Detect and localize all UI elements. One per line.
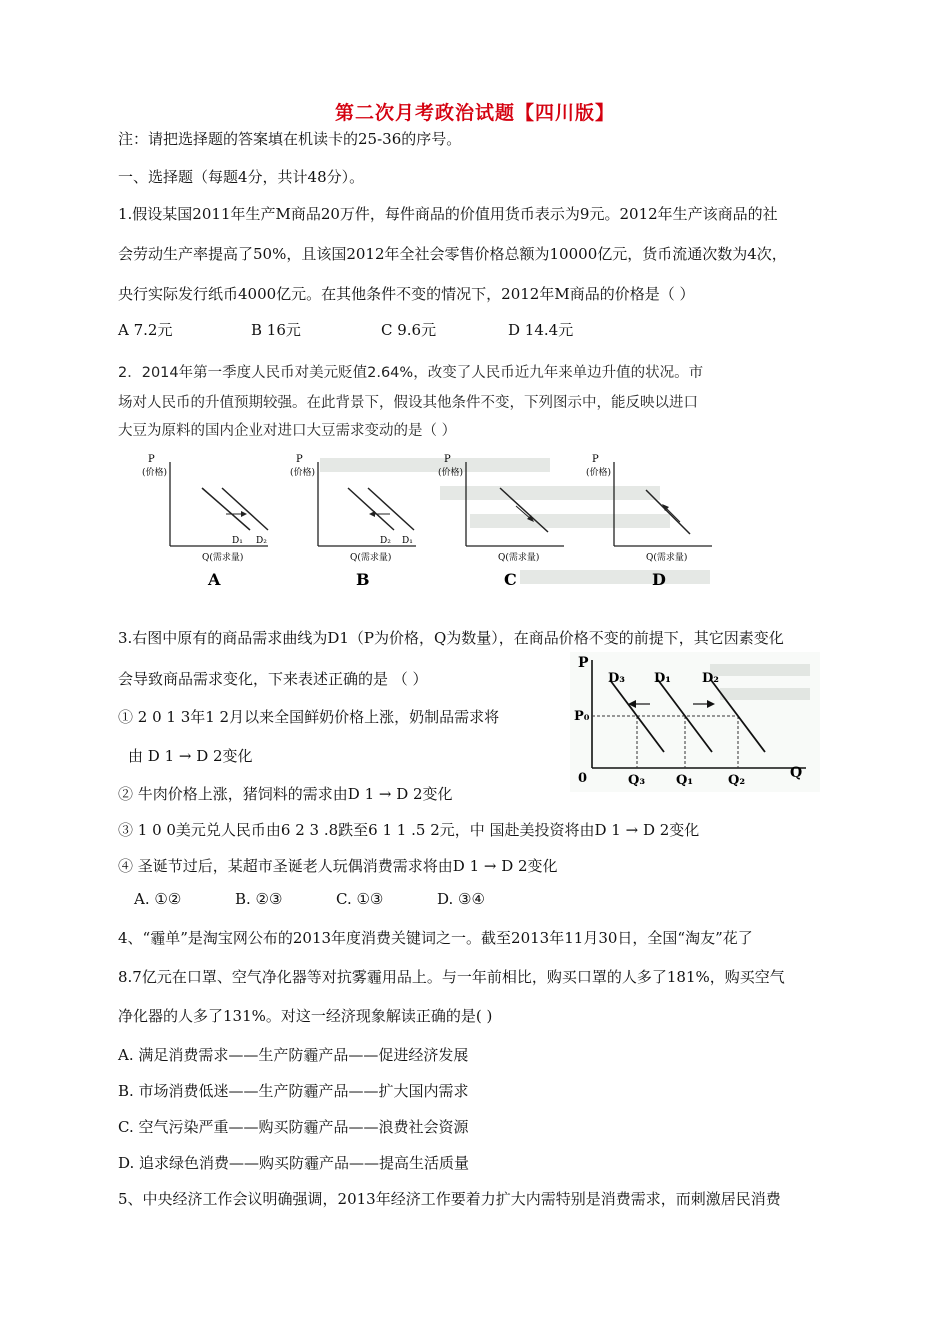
q1-options (118, 319, 573, 340)
x-axis-label: Q (790, 765, 803, 781)
q3-line-2: 会导致商品需求变化，下来表述正确的是 （ ） (118, 670, 428, 688)
q2-chart-b (290, 454, 416, 589)
y-axis-label: P (578, 655, 589, 671)
quantity-label-q3: Q₃ (628, 773, 646, 788)
q1-line-2: 会劳动生产率提高了50%，且该国2012年全社会零售价格总额为10000亿元，货币流通次数为4次， (118, 245, 787, 263)
curve-label-d3: D₃ (608, 671, 625, 686)
x-axis-label: Q(需求量) (498, 553, 540, 563)
curve-label-d2: D₂ (702, 671, 719, 686)
y-axis-sub: (价格) (142, 468, 168, 478)
instruction-note: 注：请把选择题的答案填在机读卡的25-36的序号。 (118, 130, 462, 148)
q4-option-b: B. 市场消费低迷——生产防霾产品——扩大国内需求 (118, 1082, 469, 1100)
q2-line-1: 2．2014年第一季度人民币对美元贬值2.64%，改变了人民币近九年来单边升值的状况。市 (118, 365, 704, 381)
q3-option-a: A. ①② (134, 890, 182, 908)
y-axis-label: P (296, 454, 303, 465)
chart-option-a: A (208, 570, 221, 589)
scan-watermark (320, 458, 710, 584)
curve-label-2: D₁ (402, 536, 413, 546)
q2-charts-figure (140, 448, 720, 594)
curve-label-d1: D₁ (654, 671, 671, 686)
q3-item-1-cont: 由 D 1 → D 2变化 (128, 747, 253, 765)
q4-line-1: 4、“霾单”是淘宝网公布的2013年度消费关键词之一。截至2013年11月30日，全国“淘友”花了 (118, 929, 753, 947)
q4-option-d: D. 追求绿色消费——购买防霾产品——提高生活质量 (118, 1154, 470, 1172)
chart-option-d: D (652, 570, 666, 589)
price-label: P₀ (574, 709, 590, 724)
q1-option-d: D 14.4元 (508, 321, 574, 339)
curve-label-2: D₂ (256, 536, 267, 546)
y-axis-label: P (444, 454, 451, 465)
q3-item-1: ① 2 0 1 3年1 2月以来全国鲜奶价格上涨，奶制品需求将 (118, 708, 500, 726)
x-axis-label: Q(需求量) (646, 553, 688, 563)
q3-option-b: B. ②③ (235, 890, 283, 908)
q4-line-2: 8.7亿元在口罩、空气净化器等对抗雾霾用品上。与一年前相比，购买口罩的人多了181%，购买空气 (118, 968, 785, 986)
quantity-label-q1: Q₁ (676, 773, 694, 788)
q1-option-c: C 9.6元 (381, 321, 437, 339)
quantity-label-q2: Q₂ (728, 773, 746, 788)
q1-line-3: 央行实际发行纸币4000亿元。在其他条件不变的情况下，2012年M商品的价格是（ ） (118, 285, 695, 303)
y-axis-sub: (价格) (438, 468, 464, 478)
q4-line-3: 净化器的人多了131%。对这一经济现象解读正确的是( ) (118, 1007, 493, 1025)
q1-line-1: 1.假设某国2011年生产M商品20万件，每件商品的价值用货币表示为9元。2012年生产该商品的社 (118, 205, 778, 223)
q2-line-3: 大豆为原料的国内企业对进口大豆需求变动的是（ ） (118, 423, 457, 439)
q1-option-b: B 16元 (251, 321, 301, 339)
q3-demand-chart (570, 652, 820, 792)
q5-line-1: 5、中央经济工作会议明确强调，2013年经济工作要着力扩大内需特别是消费需求，而刺激居民消费 (118, 1190, 781, 1208)
q3-option-c: C. ①③ (336, 890, 384, 908)
origin-label: 0 (578, 771, 588, 786)
q4-option-c: C. 空气污染严重——购买防霾产品——浪费社会资源 (118, 1118, 469, 1136)
q3-option-d: D. ③④ (437, 890, 485, 908)
chart-option-c: C (504, 570, 517, 589)
q3-item-2: ② 牛肉价格上涨，猪饲料的需求由D 1 → D 2变化 (118, 785, 453, 803)
q4-option-a: A. 满足消费需求——生产防霾产品——促进经济发展 (118, 1046, 469, 1064)
q3-item-3: ③ 1 0 0美元兑人民币由6 2 3 .8跌至6 1 1 .5 2元，中 国赴美投资将由D 1 → D 2变化 (118, 821, 700, 839)
x-axis-label: Q(需求量) (350, 553, 392, 563)
q1-option-a: A 7.2元 (118, 321, 173, 339)
y-axis-label: P (592, 454, 599, 465)
y-axis-sub: (价格) (586, 468, 612, 478)
page-title: 第二次月考政治试题【四川版】 (334, 102, 615, 124)
q3-item-4: ④ 圣诞节过后，某超市圣诞老人玩偶消费需求将由D 1 → D 2变化 (118, 857, 558, 875)
y-axis-label: P (148, 454, 155, 465)
chart-option-b: B (356, 570, 370, 589)
q3-line-1: 3.右图中原有的商品需求曲线为D1（P为价格，Q为数量），在商品价格不变的前提下，其它因素变化 (118, 629, 784, 647)
curve-label-1: D₂ (380, 536, 391, 546)
section-heading: 一、选择题（每题4分，共计48分）。 (118, 168, 365, 186)
q2-chart-a (142, 454, 268, 589)
curve-label-1: D₁ (232, 536, 243, 546)
q2-line-2: 场对人民币的升值预期较强。在此背景下，假设其他条件不变，下列图示中，能反映以进口 (118, 395, 698, 411)
y-axis-sub: (价格) (290, 468, 316, 478)
x-axis-label: Q(需求量) (202, 553, 244, 563)
q3-options (134, 890, 485, 908)
